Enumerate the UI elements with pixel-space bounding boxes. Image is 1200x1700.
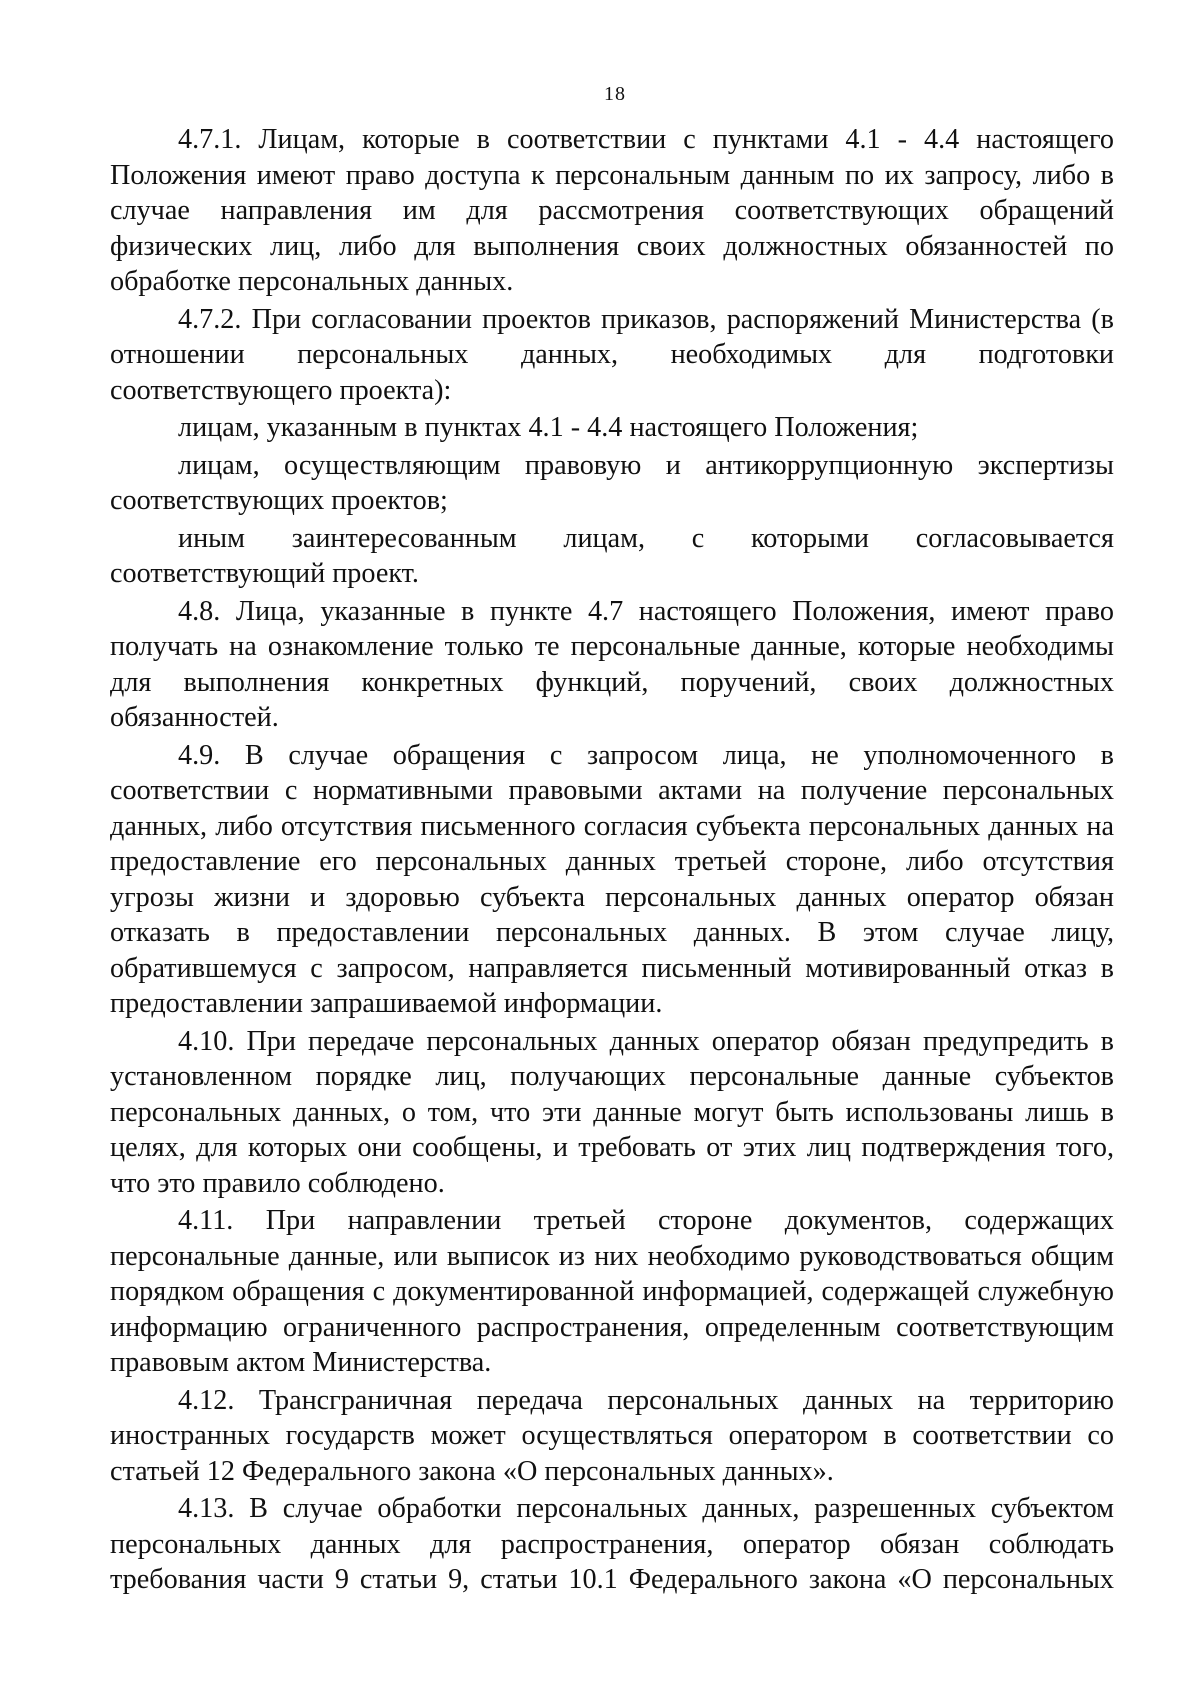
page-number: 18	[604, 83, 626, 105]
paragraph-4-7-2: 4.7.2. При согласовании проектов приказов, распоряжений Министерства (в отношении персональных данных, необходимых для подготовки соответствующего проекта):	[110, 303, 1114, 406]
paragraph-4-12: 4.12. Трансграничная передача персональных данных на территорию иностранных государств может осуществляться оператором в соответствии со статьей 12 Федерального закона «О персональных данных».	[110, 1384, 1114, 1487]
paragraph-4-9: 4.9. В случае обращения с запросом лица, не уполномоченного в соответствии с нормативными правовыми актами на получение персональных данных, либо отсутствия письменного согласия субъекта персональных данных на предоставление его персональных данных третьей стороне, либо отсутствия угрозы жизни и здоровью субъекта персональных данных оператор обязан отказать в предоставлении персональных данных. В этом случае лицу, обратившемуся с запросом, направляется письменный мотивированный отказ в предоставлении запрашиваемой информации.	[110, 739, 1114, 1019]
document-body	[110, 122, 1114, 1600]
paragraph-4-7-2-item-2: лицам, осуществляющим правовую и антикоррупционную экспертизы соответствующих проектов;	[110, 449, 1114, 516]
paragraph-4-7-2-item-1: лицам, указанным в пунктах 4.1 - 4.4 настоящего Положения;	[178, 412, 919, 443]
paragraph-4-11: 4.11. При направлении третьей стороне документов, содержащих персональные данные, или выписок из них необходимо руководствоваться общим порядком обращения с документированной информацией, содержащей служебную информацию ограниченного распространения, определенным соответствующим правовым актом Министерства.	[110, 1205, 1114, 1378]
paragraph-4-7-2-item-3: иным заинтересованным лицам, с которыми согласовывается соответствующий проект.	[110, 522, 1114, 589]
paragraph-4-7-1: 4.7.1. Лицам, которые в соответствии с пунктами 4.1 - 4.4 настоящего Положения имеют право доступа к персональным данным по их запросу, либо в случае направления им для рассмотрения соответствующих обращений физических лиц, либо для выполнения своих должностных обязанностей по обработке персональных данных.	[110, 124, 1114, 297]
paragraph-4-13: 4.13. В случае обработки персональных данных, разрешенных субъектом персональных данных для распространения, оператор обязан соблюдать требования части 9 статьи 9, статьи 10.1 Федерального закона «О персональных	[110, 1493, 1114, 1595]
paragraph-4-8: 4.8. Лица, указанные в пункте 4.7 настоящего Положения, имеют право получать на ознакомление только те персональные данные, которые необходимы для выполнения конкретных функций, поручений, своих должностных обязанностей.	[110, 595, 1114, 733]
paragraph-4-10: 4.10. При передаче персональных данных оператор обязан предупредить в установленном порядке лиц, получающих персональные данные субъектов персональных данных, о том, что эти данные могут быть использованы лишь в целях, для которых они сообщены, и требовать от этих лиц подтверждения того, что это правило соблюдено.	[110, 1025, 1114, 1199]
